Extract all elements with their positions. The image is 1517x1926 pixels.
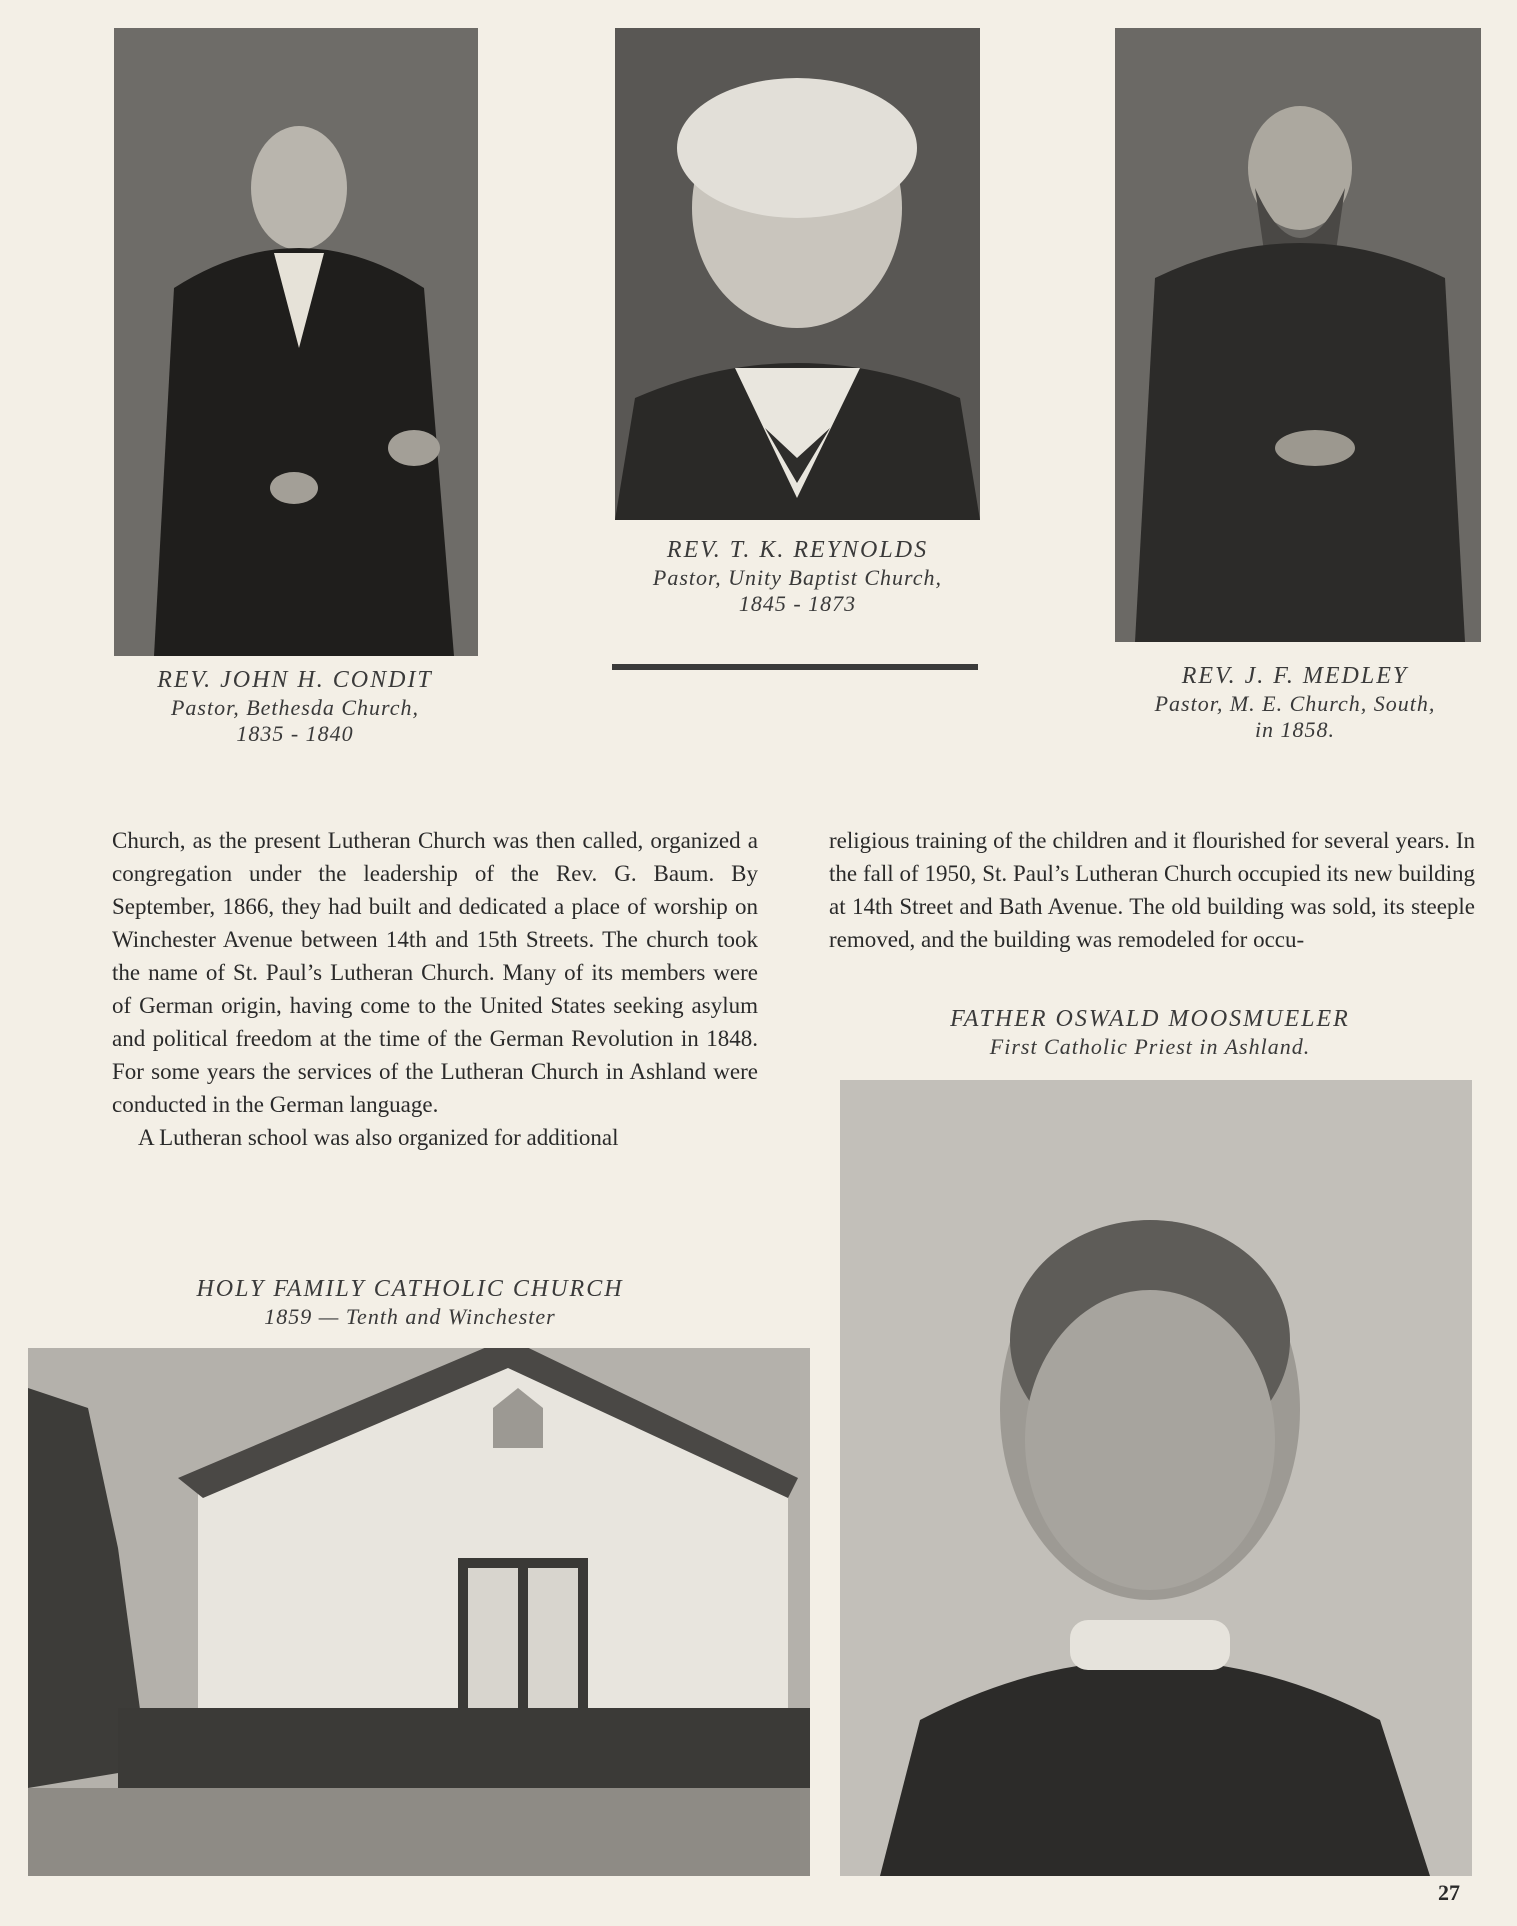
portrait-medley-role: Pastor, M. E. Church, South, bbox=[1154, 690, 1436, 716]
body-text-left-column bbox=[112, 824, 758, 1154]
portrait-medley-years: in 1858. bbox=[1254, 717, 1336, 743]
portrait-condit-photo bbox=[114, 28, 478, 656]
portrait-reynolds-name: REV. T. K. REYNOLDS bbox=[666, 537, 929, 563]
church-photo-caption bbox=[110, 1275, 710, 1330]
portrait-condit-caption bbox=[100, 666, 490, 748]
reynolds-divider-rule bbox=[612, 664, 978, 670]
portrait-moosmueler-role: First Catholic Priest in Ashland. bbox=[989, 1033, 1311, 1059]
page-number: 27 bbox=[1438, 1880, 1460, 1905]
portrait-moosmueler-photo bbox=[840, 1080, 1472, 1876]
right-paragraph-1: religious training of the children and it flourished for several years. In the fall of 1950, St. Paul’s Lutheran Church occupied its new building at 14th Street and Bath Avenue. The old building was sold, its steeple removed, and the building was remodeled for occu- bbox=[829, 828, 1475, 952]
portrait-moosmueler-name: FATHER OSWALD MOOSMUELER bbox=[950, 1006, 1350, 1032]
church-photo bbox=[28, 1348, 810, 1876]
portrait-medley-caption bbox=[1100, 662, 1490, 744]
portrait-reynolds-photo bbox=[615, 28, 980, 520]
church-photo-title: HOLY FAMILY CATHOLIC CHURCH bbox=[196, 1276, 624, 1302]
portrait-reynolds-years: 1845 - 1873 bbox=[738, 591, 857, 617]
portrait-condit-role: Pastor, Bethesda Church, bbox=[170, 694, 420, 720]
portrait-reynolds-caption bbox=[590, 536, 1005, 618]
church-photo-subtitle: 1859 — Tenth and Winchester bbox=[264, 1303, 556, 1329]
left-paragraph-1: Church, as the present Lutheran Church was then called, organized a congregation under the leadership of the Rev. G. Baum. By September, 1866, they had built and dedicated a place of worship on Winchester Avenue between 14th and 15th Streets. The church took the name of St. Paul’s Lutheran Church. Many of its members were of German origin, having come to the United States seeking asylum and political freedom at the time of the German Revolution in 1848. For some years the services of the Lutheran Church in Ashland were conducted in the German language. bbox=[112, 828, 758, 1117]
portrait-condit-name: REV. JOHN H. CONDIT bbox=[157, 667, 433, 693]
left-paragraph-2: A Lutheran school was also organized for additional bbox=[138, 1125, 619, 1150]
portrait-medley-photo bbox=[1115, 28, 1481, 642]
body-text-right-column bbox=[829, 824, 1475, 956]
portrait-moosmueler-caption bbox=[840, 1005, 1460, 1060]
portrait-condit-years: 1835 - 1840 bbox=[236, 721, 354, 747]
portrait-reynolds-role: Pastor, Unity Baptist Church, bbox=[652, 564, 943, 590]
portrait-medley-name: REV. J. F. MEDLEY bbox=[1181, 663, 1409, 689]
